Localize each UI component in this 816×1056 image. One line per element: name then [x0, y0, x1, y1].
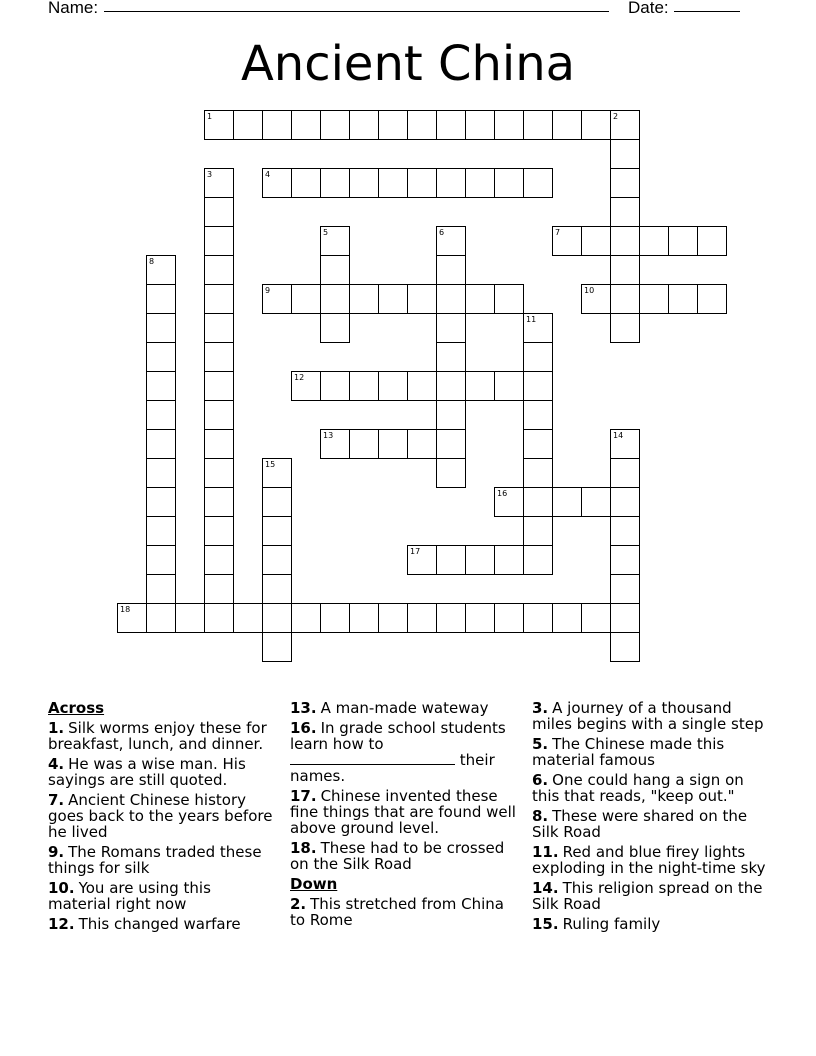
grid-cell[interactable]	[552, 226, 582, 256]
clue-text: Ancient Chinese history goes back to the years before he lived	[48, 791, 273, 841]
clue-number-label: 12	[294, 373, 305, 382]
clue-number-label: 6	[439, 228, 445, 237]
clue-number-label: 11	[526, 315, 537, 324]
grid-cell[interactable]	[378, 284, 408, 314]
clue-number-label: 4	[265, 170, 271, 179]
clue-number-label: 5	[323, 228, 329, 237]
grid-cell[interactable]	[436, 545, 466, 575]
grid-cell[interactable]	[262, 487, 292, 517]
clue-across-12	[48, 916, 276, 932]
grid-cell[interactable]	[523, 168, 553, 198]
grid-cell[interactable]	[146, 574, 176, 604]
grid-cell[interactable]	[146, 284, 176, 314]
clue-across-10	[48, 880, 276, 912]
grid-cell[interactable]	[436, 400, 466, 430]
grid-cell[interactable]	[552, 110, 582, 140]
grid-cell[interactable]	[523, 487, 553, 517]
grid-cell[interactable]	[349, 284, 379, 314]
grid-cell[interactable]	[175, 603, 205, 633]
grid-cell[interactable]	[378, 371, 408, 401]
clues-column-1	[48, 700, 276, 936]
grid-cell[interactable]	[204, 400, 234, 430]
grid-cell[interactable]	[610, 110, 640, 140]
grid-cell[interactable]	[581, 487, 611, 517]
grid-cell[interactable]	[320, 168, 350, 198]
grid-cell[interactable]	[204, 545, 234, 575]
grid-cell[interactable]	[610, 574, 640, 604]
clue-number: 8.	[532, 807, 549, 825]
grid-cell[interactable]	[291, 284, 321, 314]
grid-cell[interactable]	[494, 487, 524, 517]
clue-number: 10.	[48, 879, 75, 897]
clue-text: A man-made wateway	[320, 699, 489, 717]
grid-cell[interactable]	[668, 284, 698, 314]
grid-cell[interactable]	[610, 197, 640, 227]
clue-number: 16.	[290, 719, 317, 737]
clue-number: 15.	[532, 915, 559, 933]
grid-cell[interactable]	[610, 284, 640, 314]
grid-cell[interactable]	[610, 139, 640, 169]
clue-text: You are using this material right now	[48, 879, 211, 913]
grid-cell[interactable]	[204, 168, 234, 198]
grid-cell[interactable]	[378, 429, 408, 459]
grid-cell[interactable]	[233, 110, 263, 140]
grid-cell[interactable]	[523, 342, 553, 372]
grid-cell[interactable]	[610, 313, 640, 343]
grid-cell[interactable]	[320, 313, 350, 343]
clue-number-label: 17	[410, 547, 421, 556]
clue-number-label: 16	[497, 489, 508, 498]
clue-across-13	[290, 700, 522, 716]
grid-cell[interactable]	[378, 110, 408, 140]
grid-cell[interactable]	[320, 110, 350, 140]
grid-cell[interactable]	[407, 545, 437, 575]
grid-cell[interactable]	[465, 545, 495, 575]
clue-number-label: 7	[555, 228, 561, 237]
clue-number-label: 8	[149, 257, 155, 266]
clue-number: 9.	[48, 843, 65, 861]
grid-cell[interactable]	[204, 284, 234, 314]
grid-cell[interactable]	[262, 458, 292, 488]
grid-cell[interactable]	[494, 284, 524, 314]
grid-cell[interactable]	[523, 516, 553, 546]
grid-cell[interactable]	[610, 458, 640, 488]
clue-text-before: In grade school students learn how to	[290, 719, 506, 753]
grid-cell[interactable]	[610, 516, 640, 546]
grid-cell[interactable]	[581, 603, 611, 633]
page-title: Ancient China	[240, 36, 576, 92]
grid-cell[interactable]	[494, 110, 524, 140]
grid-cell[interactable]	[146, 429, 176, 459]
grid-cell[interactable]	[262, 110, 292, 140]
grid-cell[interactable]	[204, 342, 234, 372]
grid-cell[interactable]	[581, 110, 611, 140]
down-heading: Down	[290, 875, 338, 893]
grid-cell[interactable]	[523, 429, 553, 459]
clue-text: He was a wise man. His sayings are still quoted.	[48, 755, 246, 789]
grid-cell[interactable]	[291, 371, 321, 401]
grid-cell[interactable]	[262, 284, 292, 314]
clue-text: These had to be crossed on the Silk Road	[290, 839, 505, 873]
grid-cell[interactable]	[262, 516, 292, 546]
grid-cell[interactable]	[465, 371, 495, 401]
grid-cell[interactable]	[291, 168, 321, 198]
grid-cell[interactable]	[320, 284, 350, 314]
grid-cell[interactable]	[436, 603, 466, 633]
grid-cell[interactable]	[204, 574, 234, 604]
grid-cell[interactable]	[436, 284, 466, 314]
grid-cell[interactable]	[349, 110, 379, 140]
clue-number: 7.	[48, 791, 65, 809]
grid-cell[interactable]	[349, 603, 379, 633]
clue-text: One could hang a sign on this that reads, "keep out."	[532, 771, 744, 805]
grid-cell[interactable]	[436, 168, 466, 198]
grid-cell[interactable]	[523, 371, 553, 401]
clue-number: 5.	[532, 735, 549, 753]
clue-number-label: 9	[265, 286, 271, 295]
grid-cell[interactable]	[407, 168, 437, 198]
clue-number-label: 3	[207, 170, 213, 179]
clue-text: The Romans traded these things for silk	[48, 843, 262, 877]
grid-cell[interactable]	[146, 255, 176, 285]
grid-cell[interactable]	[320, 429, 350, 459]
clue-text: These were shared on the Silk Road	[532, 807, 748, 841]
grid-cell[interactable]	[262, 574, 292, 604]
grid-cell[interactable]	[204, 313, 234, 343]
clue-down-8	[532, 808, 772, 840]
grid-cell[interactable]	[436, 255, 466, 285]
grid-cell[interactable]	[697, 226, 727, 256]
clue-number: 3.	[532, 699, 549, 717]
grid-cell[interactable]	[146, 313, 176, 343]
clue-number: 11.	[532, 843, 559, 861]
clue-number: 1.	[48, 719, 65, 737]
grid-cell[interactable]	[436, 371, 466, 401]
clue-number: 2.	[290, 895, 307, 913]
grid-cell[interactable]	[349, 168, 379, 198]
grid-cell[interactable]	[552, 603, 582, 633]
clue-number: 14.	[532, 879, 559, 897]
clue-text: Chinese invented these fine things that are found well above ground level.	[290, 787, 516, 837]
clue-across-17	[290, 788, 522, 836]
clue-text-after: their names.	[290, 751, 495, 785]
grid-cell[interactable]	[436, 313, 466, 343]
grid-cell[interactable]	[204, 226, 234, 256]
clue-text: The Chinese made this material famous	[532, 735, 725, 769]
grid-cell[interactable]	[465, 110, 495, 140]
grid-cell[interactable]	[320, 603, 350, 633]
grid-cell[interactable]	[639, 226, 669, 256]
clue-down-2	[290, 896, 522, 928]
grid-cell[interactable]	[581, 226, 611, 256]
grid-cell[interactable]	[494, 603, 524, 633]
grid-cell[interactable]	[262, 168, 292, 198]
clue-number: 12.	[48, 915, 75, 933]
grid-cell[interactable]	[146, 342, 176, 372]
grid-cell[interactable]	[610, 255, 640, 285]
grid-cell[interactable]	[291, 603, 321, 633]
clue-across-16	[290, 720, 522, 784]
grid-cell[interactable]	[146, 400, 176, 430]
grid-cell[interactable]	[349, 429, 379, 459]
grid-cell[interactable]	[610, 168, 640, 198]
grid-cell[interactable]	[436, 458, 466, 488]
clue-number-label: 18	[120, 605, 131, 614]
grid-cell[interactable]	[407, 603, 437, 633]
grid-cell[interactable]	[523, 313, 553, 343]
grid-cell[interactable]	[204, 429, 234, 459]
clue-number: 17.	[290, 787, 317, 805]
grid-cell[interactable]	[146, 458, 176, 488]
name-label: Name:	[48, 0, 99, 17]
grid-cell[interactable]	[523, 400, 553, 430]
clue-down-15	[532, 916, 772, 932]
clue-text: Red and blue firey lights exploding in the night-time sky	[532, 843, 766, 877]
clues-column-2	[290, 700, 522, 932]
clue-number: 4.	[48, 755, 65, 773]
grid-cell[interactable]	[204, 255, 234, 285]
clue-across-9	[48, 844, 276, 876]
clue-number: 13.	[290, 699, 317, 717]
clue-down-6	[532, 772, 772, 804]
grid-cell[interactable]	[639, 284, 669, 314]
grid-cell[interactable]	[204, 458, 234, 488]
clue-across-7	[48, 792, 276, 840]
grid-cell[interactable]	[291, 110, 321, 140]
grid-cell[interactable]	[465, 168, 495, 198]
clue-text: This stretched from China to Rome	[290, 895, 504, 929]
grid-cell[interactable]	[204, 110, 234, 140]
grid-cell[interactable]	[146, 371, 176, 401]
grid-cell[interactable]	[262, 632, 292, 662]
grid-cell[interactable]	[320, 226, 350, 256]
clue-number-label: 10	[584, 286, 595, 295]
clue-text: Ruling family	[562, 915, 661, 933]
answer-blank-line	[290, 752, 455, 765]
grid-cell[interactable]	[349, 371, 379, 401]
grid-cell[interactable]	[436, 110, 466, 140]
grid-cell[interactable]	[552, 487, 582, 517]
grid-cell[interactable]	[668, 226, 698, 256]
grid-cell[interactable]	[436, 429, 466, 459]
clue-down-14	[532, 880, 772, 912]
clue-number: 18.	[290, 839, 317, 857]
grid-cell[interactable]	[320, 371, 350, 401]
grid-cell[interactable]	[523, 458, 553, 488]
grid-cell[interactable]	[204, 371, 234, 401]
clue-down-11	[532, 844, 772, 876]
clue-down-5	[532, 736, 772, 768]
clue-number-label: 2	[613, 112, 619, 121]
grid-cell[interactable]	[610, 226, 640, 256]
clue-text: Silk worms enjoy these for breakfast, lunch, and dinner.	[48, 719, 267, 753]
clue-number-label: 15	[265, 460, 276, 469]
grid-cell[interactable]	[610, 429, 640, 459]
grid-cell[interactable]	[146, 545, 176, 575]
grid-cell[interactable]	[262, 545, 292, 575]
clue-text: This changed warfare	[78, 915, 241, 933]
clue-across-1	[48, 720, 276, 752]
grid-cell[interactable]	[204, 487, 234, 517]
grid-cell[interactable]	[407, 371, 437, 401]
grid-cell[interactable]	[610, 545, 640, 575]
clue-number: 6.	[532, 771, 549, 789]
grid-cell[interactable]	[581, 284, 611, 314]
clue-text: A journey of a thousand miles begins with a single step	[532, 699, 764, 733]
grid-cell[interactable]	[610, 603, 640, 633]
grid-cell[interactable]	[378, 603, 408, 633]
grid-cell[interactable]	[465, 603, 495, 633]
clue-across-4	[48, 756, 276, 788]
grid-cell[interactable]	[117, 603, 147, 633]
grid-cell[interactable]	[262, 603, 292, 633]
grid-cell[interactable]	[523, 603, 553, 633]
grid-cell[interactable]	[494, 545, 524, 575]
clue-number-label: 13	[323, 431, 334, 440]
grid-cell[interactable]	[436, 342, 466, 372]
grid-cell[interactable]	[697, 284, 727, 314]
clues-column-3	[532, 700, 772, 936]
grid-cell[interactable]	[407, 429, 437, 459]
clue-number-label: 1	[207, 112, 213, 121]
grid-cell[interactable]	[233, 603, 263, 633]
grid-cell[interactable]	[494, 168, 524, 198]
grid-cell[interactable]	[523, 110, 553, 140]
grid-cell[interactable]	[146, 516, 176, 546]
grid-cell[interactable]	[204, 603, 234, 633]
clue-down-3	[532, 700, 772, 732]
clue-across-18	[290, 840, 522, 872]
clue-number-label: 14	[613, 431, 624, 440]
grid-cell[interactable]	[204, 516, 234, 546]
grid-cell[interactable]	[378, 168, 408, 198]
grid-cell[interactable]	[204, 197, 234, 227]
across-heading: Across	[48, 699, 105, 717]
grid-cell[interactable]	[494, 371, 524, 401]
date-label: Date:	[628, 0, 669, 17]
grid-cell[interactable]	[610, 632, 640, 662]
grid-cell[interactable]	[436, 226, 466, 256]
grid-cell[interactable]	[320, 255, 350, 285]
grid-cell[interactable]	[407, 284, 437, 314]
grid-cell[interactable]	[146, 603, 176, 633]
grid-cell[interactable]	[146, 487, 176, 517]
grid-cell[interactable]	[465, 284, 495, 314]
grid-cell[interactable]	[407, 110, 437, 140]
grid-cell[interactable]	[523, 545, 553, 575]
grid-cell[interactable]	[610, 487, 640, 517]
clue-text: This religion spread on the Silk Road	[532, 879, 763, 913]
